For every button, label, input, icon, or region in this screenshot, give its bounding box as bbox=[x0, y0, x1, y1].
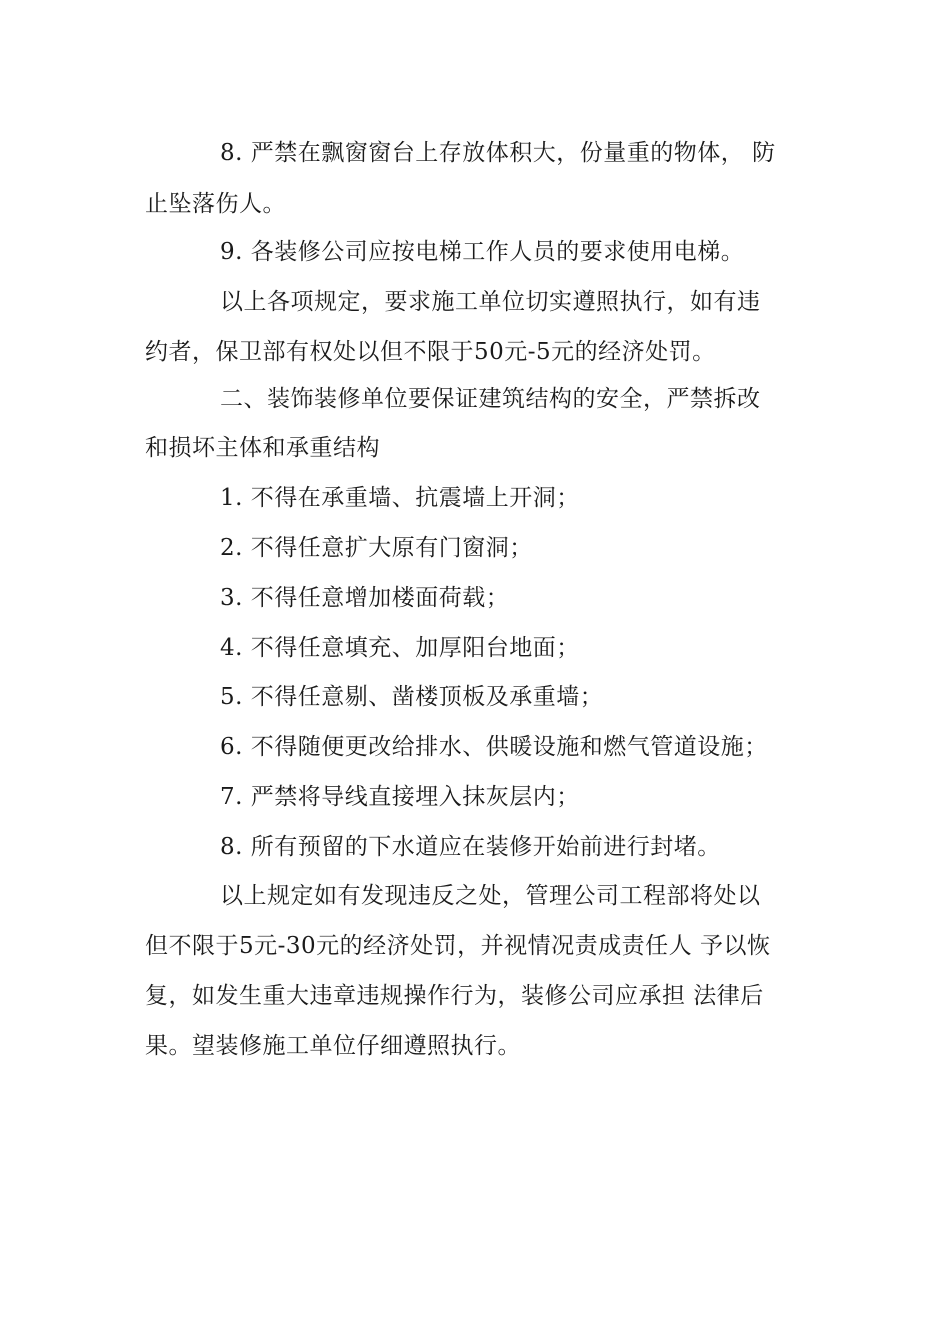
section-heading-line: 和损坏主体和承重结构 bbox=[145, 435, 380, 461]
list-item: 8. 所有预留的下水道应在装修开始前进行封堵。 bbox=[220, 834, 721, 860]
paragraph-line: 复，如发生重大违章违规操作行为，装修公司应承担 法律后 bbox=[145, 983, 764, 1009]
list-item: 2. 不得任意扩大原有门窗洞； bbox=[220, 535, 533, 561]
list-item: 7. 严禁将导线直接埋入抹灰层内； bbox=[220, 784, 580, 810]
paragraph-line: 但不限于5元-30元的经济处罚，并视情况责成责任人 予以恢 bbox=[145, 933, 771, 959]
paragraph-line: 约者，保卫部有权处以但不限于50元-5元的经济处罚。 bbox=[145, 339, 716, 365]
paragraph-line: 8. 严禁在飘窗窗台上存放体积大，份量重的物体， 防 bbox=[220, 140, 776, 166]
paragraph-line: 以上规定如有发现违反之处，管理公司工程部将处以 bbox=[220, 883, 761, 909]
paragraph-line: 果。望装修施工单位仔细遵照执行。 bbox=[145, 1033, 521, 1059]
paragraph-line: 9. 各装修公司应按电梯工作人员的要求使用电梯。 bbox=[220, 239, 745, 265]
list-item: 1. 不得在承重墙、抗震墙上开洞； bbox=[220, 485, 580, 511]
list-item: 6. 不得随便更改给排水、供暖设施和燃气管道设施； bbox=[220, 734, 768, 760]
list-item: 3. 不得任意增加楼面荷载； bbox=[220, 585, 510, 611]
list-item: 4. 不得任意填充、加厚阳台地面； bbox=[220, 635, 580, 661]
paragraph-line: 止坠落伤人。 bbox=[145, 191, 286, 217]
list-item: 5. 不得任意剔、凿楼顶板及承重墙； bbox=[220, 684, 604, 710]
paragraph-line: 以上各项规定，要求施工单位切实遵照执行，如有违 bbox=[220, 289, 761, 315]
section-heading-line: 二、装饰装修单位要保证建筑结构的安全，严禁拆改 bbox=[220, 386, 761, 412]
